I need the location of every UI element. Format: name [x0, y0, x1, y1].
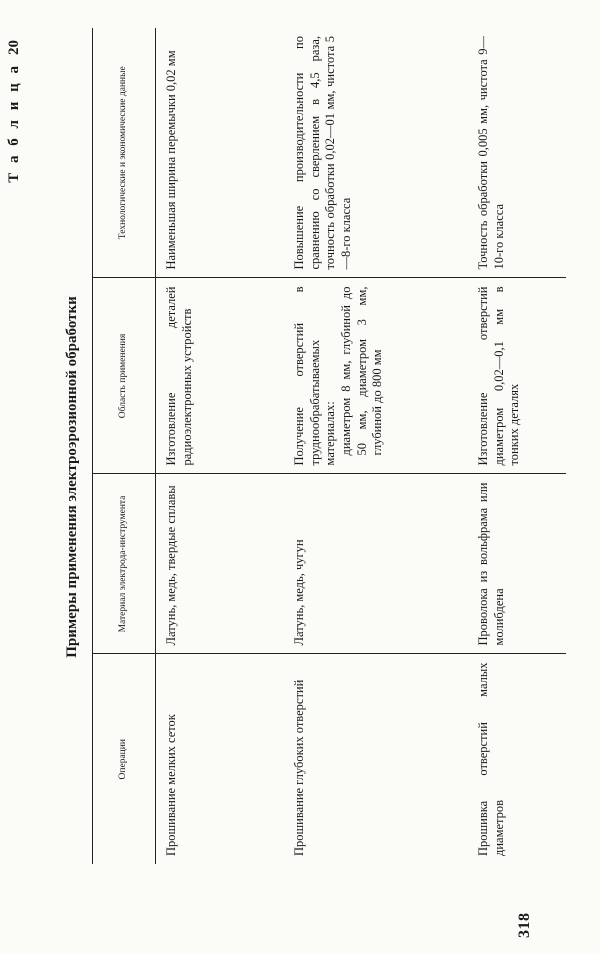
page-number: 318	[516, 912, 533, 938]
table-label: Т а б л и ц а	[6, 63, 22, 183]
header-row	[93, 28, 156, 864]
table-row	[156, 28, 285, 864]
cell-data: Точность обработки 0,005 мм, чистота 9—10-го класса	[468, 28, 566, 278]
scope-text: Получение отверстий в труднообрабатываемых материалах:	[292, 286, 338, 466]
cell-operation: Прошивка отверстий малых диаметров	[476, 662, 506, 856]
scope-text: Изготовление деталей радиоэлектронных устройств	[164, 286, 194, 466]
cell-operation: Прошивание глубоких отверстий	[292, 679, 306, 856]
cell-material: Латунь, медь, твердые сплавы	[156, 474, 285, 654]
cell-scope	[468, 278, 566, 474]
cell-operation: Прошивание мелких сеток	[164, 714, 178, 856]
table-row	[468, 28, 566, 864]
table-number: 20	[6, 40, 22, 55]
column-header-electrode-material: Материал электрода-инструмента	[93, 474, 156, 654]
column-header-application-area: Область применения	[93, 278, 156, 474]
cell-data: Повышение производительности по сравнению со сверлением в 4,5 раза, точность обработки 0,02—01 мм, чистота 5—8-го класса	[284, 28, 468, 278]
cell-material: Проволока из вольфрама или молибдена	[468, 474, 566, 654]
column-header-operations: Операции	[93, 654, 156, 864]
table-title: Примеры применения электроэрозионной обработки	[64, 296, 80, 658]
column-header-technical-data: Технологические и экономические данные	[93, 28, 156, 278]
cell-scope	[156, 278, 285, 474]
cell-material: Латунь, медь, чугун	[284, 474, 468, 654]
cell-data: Наименьшая ширина перемычки 0,02 мм	[156, 28, 285, 278]
table-caption	[6, 40, 23, 183]
applications-table	[92, 28, 566, 864]
scope-text: Изготовление отверстий диаметром 0,02—0,1 мм в тонких деталях	[476, 286, 522, 466]
cell-scope	[284, 278, 468, 474]
scope-item: диаметром 8 мм, глубиной до 50 мм, диаметром 3 мм, глубиной до 800 мм	[338, 286, 385, 456]
table-row	[284, 28, 468, 864]
